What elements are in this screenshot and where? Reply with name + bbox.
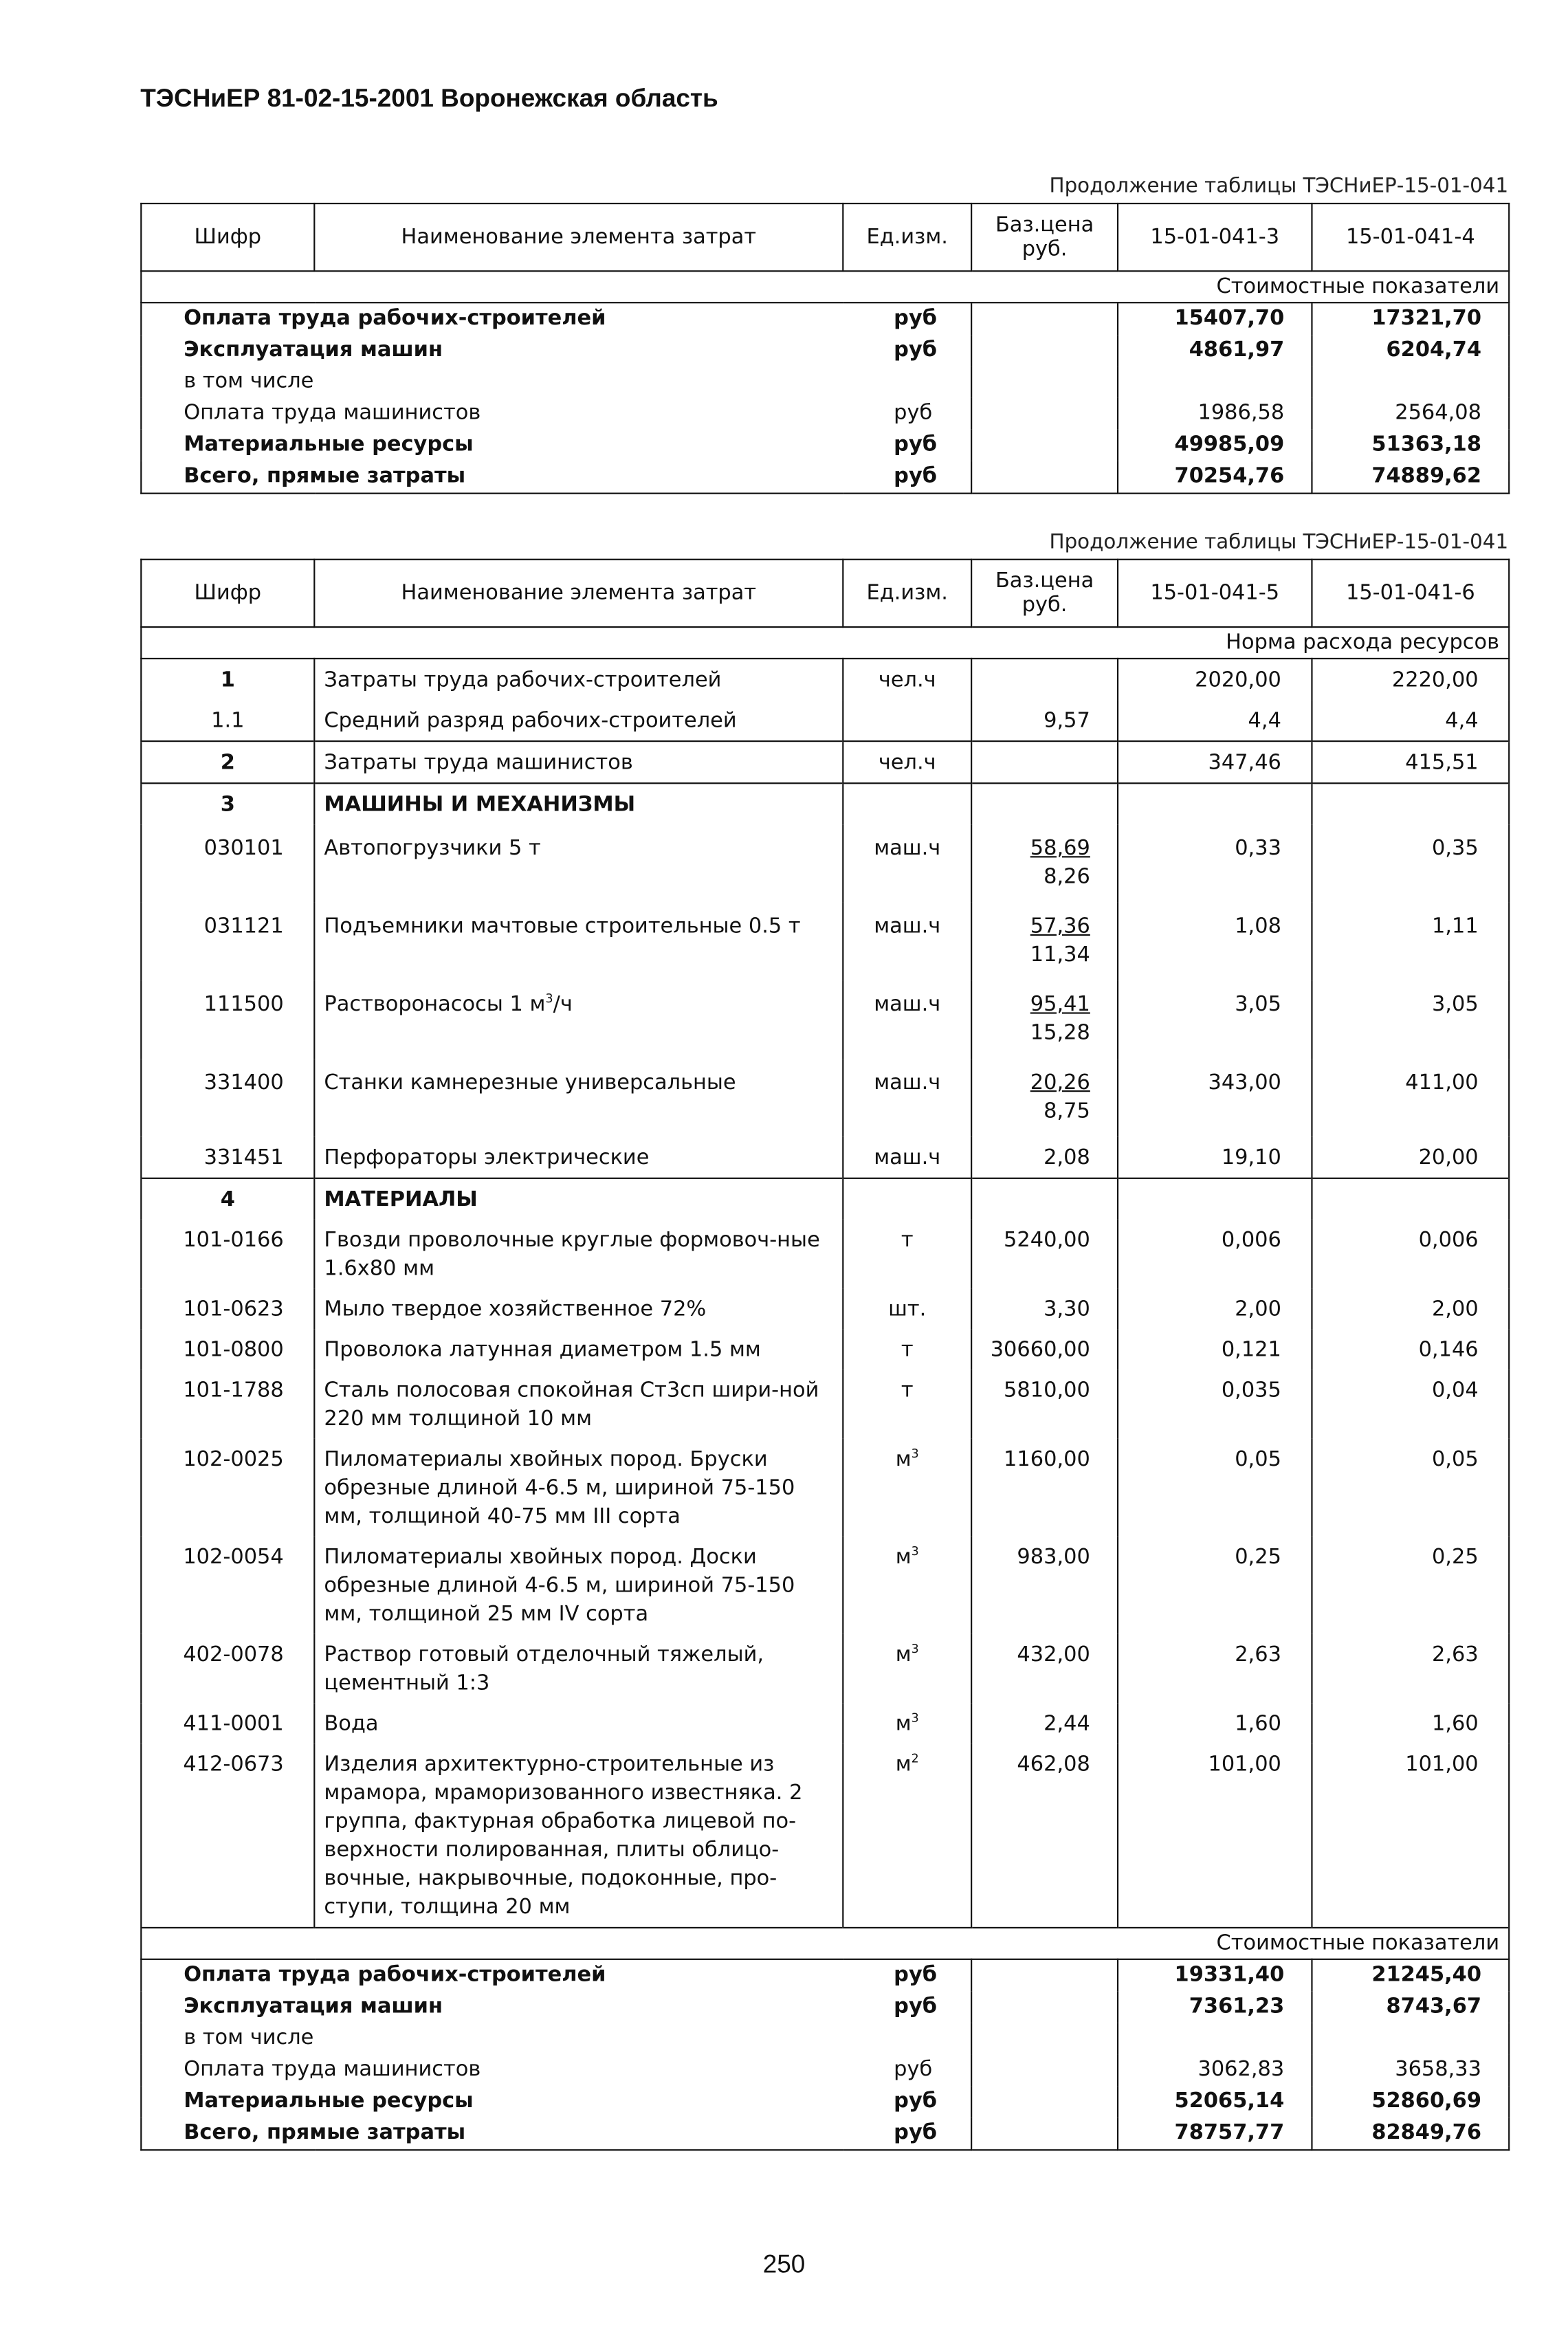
resource-name <box>314 1220 843 1288</box>
resource-unit <box>843 1329 971 1370</box>
summary-base-price <box>971 2023 1118 2055</box>
summary-row <box>141 366 1509 398</box>
resource-value-2: 2,63 <box>1312 1634 1509 1703</box>
resource-value-1: 0,25 <box>1118 1537 1312 1634</box>
resource-name <box>314 1288 843 1329</box>
resource-row <box>141 903 1509 981</box>
resource-value-1: 2020,00 <box>1118 659 1312 700</box>
summary-value-2: 6204,74 <box>1312 335 1509 366</box>
col-header: Ед.изм. <box>843 560 971 627</box>
resource-name <box>314 1329 843 1370</box>
resource-unit <box>843 1288 971 1329</box>
resource-value-2 <box>1312 783 1509 824</box>
summary-row <box>141 2086 1509 2118</box>
resource-row <box>141 1744 1509 1928</box>
summary-row <box>141 430 1509 461</box>
resource-value-2: 0,006 <box>1312 1220 1509 1288</box>
resource-unit-text: чел.ч <box>878 668 936 693</box>
resource-row <box>141 1137 1509 1178</box>
summary-name: Эксплуатация машин <box>141 1992 843 2023</box>
resource-unit-text: м <box>895 1712 912 1737</box>
summary-value-1: 7361,23 <box>1118 1992 1312 2023</box>
summary-value-2 <box>1312 366 1509 398</box>
summary-value-2: 82849,76 <box>1312 2118 1509 2150</box>
resource-value-2: 411,00 <box>1312 1059 1509 1137</box>
summary-unit: руб <box>843 1992 971 2023</box>
resource-name-text: Перфораторы электрические <box>324 1145 650 1170</box>
resource-code: 111500 <box>141 981 314 1059</box>
resource-unit-text: маш.ч <box>874 1070 941 1095</box>
resource-code: 412-0673 <box>141 1744 314 1928</box>
resource-name <box>314 700 843 741</box>
summary-unit: руб <box>843 302 971 335</box>
resource-name-text: Подъемники мачтовые строительные 0.5 т <box>324 914 801 939</box>
resource-unit <box>843 1634 971 1703</box>
resource-name <box>314 903 843 981</box>
summary-unit: руб <box>843 430 971 461</box>
resource-base-price <box>971 824 1118 903</box>
resource-value-1: 343,00 <box>1118 1059 1312 1137</box>
resource-unit <box>843 783 971 824</box>
resource-base-price <box>971 1370 1118 1438</box>
price-value: 58,69 <box>1030 836 1090 861</box>
resource-code: 031121 <box>141 903 314 981</box>
summary-unit: руб <box>843 1959 971 1992</box>
section-label: Норма расхода ресурсов <box>141 627 1509 659</box>
resource-unit <box>843 1137 971 1178</box>
section-label: Стоимостные показатели <box>141 271 1509 302</box>
resource-name <box>314 1137 843 1178</box>
price-value: 462,08 <box>1017 1752 1090 1777</box>
resource-name-text: Пиломатериалы хвойных пород. Доски обрезные длиной 4-6.5 м, шириной 75-150 мм, толщиной 25 мм IV сорта <box>324 1545 795 1627</box>
col-header: Наименование элемента затрат <box>314 560 843 627</box>
resource-code: 102-0054 <box>141 1537 314 1634</box>
superscript: 2 <box>911 1751 919 1766</box>
price-value: 1160,00 <box>1004 1447 1090 1472</box>
resource-row <box>141 1439 1509 1537</box>
col-header: Баз.цена руб. <box>971 204 1118 271</box>
resource-base-price <box>971 741 1118 783</box>
resource-unit <box>843 824 971 903</box>
resource-value-2: 3,05 <box>1312 981 1509 1059</box>
resource-base-price <box>971 1703 1118 1744</box>
resource-unit <box>843 700 971 741</box>
resource-unit <box>843 981 971 1059</box>
resource-unit <box>843 1059 971 1137</box>
resource-row <box>141 1703 1509 1744</box>
summary-row <box>141 302 1509 335</box>
resource-unit-text: т <box>901 1378 914 1403</box>
resource-value-2: 101,00 <box>1312 1744 1509 1928</box>
price-value: 30660,00 <box>990 1338 1090 1363</box>
resource-unit <box>843 1220 971 1288</box>
resource-unit-text: т <box>901 1229 914 1253</box>
resource-row <box>141 1370 1509 1438</box>
summary-value-1: 78757,77 <box>1118 2118 1312 2150</box>
superscript: 3 <box>911 1642 919 1656</box>
resource-unit-text: чел.ч <box>878 751 936 776</box>
resource-base-price <box>971 1439 1118 1537</box>
summary-base-price <box>971 335 1118 366</box>
summary-name: Оплата труда машинистов <box>141 2055 843 2087</box>
summary-value-1: 70254,76 <box>1118 461 1312 494</box>
resource-value-1: 0,05 <box>1118 1439 1312 1537</box>
resource-value-2 <box>1312 1178 1509 1220</box>
resource-value-2: 0,146 <box>1312 1329 1509 1370</box>
resource-unit-text: маш.ч <box>874 836 941 861</box>
price-machinist-value: 8,26 <box>1044 865 1090 890</box>
price-value: 57,36 <box>1030 914 1090 939</box>
resource-value-2: 0,35 <box>1312 824 1509 903</box>
summary-base-price <box>971 302 1118 335</box>
table1-header-row <box>141 204 1509 271</box>
summary-value-1 <box>1118 2023 1312 2055</box>
resource-base-price <box>971 1137 1118 1178</box>
resource-value-1: 1,08 <box>1118 903 1312 981</box>
resource-code: 102-0025 <box>141 1439 314 1537</box>
superscript: 3 <box>911 1446 919 1461</box>
resource-base-price <box>971 1220 1118 1288</box>
summary-name: в том числе <box>141 366 843 398</box>
summary-base-price <box>971 430 1118 461</box>
resource-value-2: 2220,00 <box>1312 659 1509 700</box>
resource-unit <box>843 1178 971 1220</box>
resource-code: 1 <box>141 659 314 700</box>
resource-unit <box>843 741 971 783</box>
summary-name: Материальные ресурсы <box>141 430 843 461</box>
summary-value-1: 1986,58 <box>1118 398 1312 430</box>
resource-unit <box>843 1537 971 1634</box>
price-machinist-value: 15,28 <box>1030 1021 1090 1046</box>
resource-row <box>141 1634 1509 1703</box>
resource-name-text: Станки камнерезные универсальные <box>324 1070 736 1095</box>
resource-unit-text: шт. <box>888 1297 927 1322</box>
summary-name: в том числе <box>141 2023 843 2055</box>
resource-code: 331400 <box>141 1059 314 1137</box>
summary-base-price <box>971 461 1118 494</box>
resource-name <box>314 1703 843 1744</box>
resource-value-1: 2,63 <box>1118 1634 1312 1703</box>
resource-row <box>141 659 1509 700</box>
resource-name-text: Гвозди проволочные круглые формовоч-ные 1.6х80 мм <box>324 1229 820 1282</box>
summary-value-2: 8743,67 <box>1312 1992 1509 2023</box>
summary-value-1: 52065,14 <box>1118 2086 1312 2118</box>
resource-unit <box>843 1703 971 1744</box>
col-header: Баз.цена руб. <box>971 560 1118 627</box>
summary-row <box>141 2055 1509 2087</box>
resource-code: 101-0623 <box>141 1288 314 1329</box>
page-number: 250 <box>762 2250 806 2279</box>
resource-value-1: 19,10 <box>1118 1137 1312 1178</box>
resource-unit-text: маш.ч <box>874 1145 941 1170</box>
resource-code: 101-1788 <box>141 1370 314 1438</box>
summary-value-2 <box>1312 2023 1509 2055</box>
resource-name-text: Раствор готовый отделочный тяжелый, цементный 1:3 <box>324 1642 764 1696</box>
summary-name: Материальные ресурсы <box>141 2086 843 2118</box>
resource-name <box>314 1370 843 1438</box>
resource-name-tail: /ч <box>553 993 573 1017</box>
summary-unit <box>843 366 971 398</box>
resource-code: 1.1 <box>141 700 314 741</box>
resource-unit <box>843 903 971 981</box>
resource-name-text: Затраты труда машинистов <box>324 751 633 776</box>
col-header: Шифр <box>141 204 314 271</box>
resource-unit-text: маш.ч <box>874 993 941 1017</box>
resource-row <box>141 1537 1509 1634</box>
table1-continuation: Продолжение таблицы ТЭСНиЕР-15-01-041 <box>1049 174 1509 199</box>
resource-name <box>314 741 843 783</box>
summary-base-price <box>971 366 1118 398</box>
summary-value-2: 17321,70 <box>1312 302 1509 335</box>
resource-code: 101-0166 <box>141 1220 314 1288</box>
resource-unit-text: т <box>901 1338 914 1363</box>
resource-base-price <box>971 659 1118 700</box>
resource-unit <box>843 1439 971 1537</box>
price-value: 5240,00 <box>1004 1229 1090 1253</box>
resource-value-1: 347,46 <box>1118 741 1312 783</box>
resource-value-1: 0,33 <box>1118 824 1312 903</box>
resource-value-1: 3,05 <box>1118 981 1312 1059</box>
resource-base-price <box>971 1329 1118 1370</box>
resource-value-2: 0,05 <box>1312 1439 1509 1537</box>
table2-header-row <box>141 560 1509 627</box>
resource-name-text: Растворонасосы 1 м <box>324 993 546 1017</box>
resource-name <box>314 1178 843 1220</box>
summary-name: Эксплуатация машин <box>141 335 843 366</box>
resource-value-2: 20,00 <box>1312 1137 1509 1178</box>
summary-unit <box>843 2023 971 2055</box>
resource-name-text: Пиломатериалы хвойных пород. Бруски обрезные длиной 4-6.5 м, шириной 75-150 мм, толщиной 40-75 мм III сорта <box>324 1447 795 1529</box>
resource-name-text: Мыло твердое хозяйственное 72% <box>324 1297 707 1322</box>
resource-value-2: 1,11 <box>1312 903 1509 981</box>
resource-code: 402-0078 <box>141 1634 314 1703</box>
summary-row <box>141 1959 1509 1992</box>
document-header: ТЭСНиЕР 81-02-15-2001 Воронежская область <box>140 84 718 113</box>
summary-row <box>141 2118 1509 2150</box>
summary-value-1: 15407,70 <box>1118 302 1312 335</box>
resource-name <box>314 783 843 824</box>
resource-base-price <box>971 783 1118 824</box>
resource-name <box>314 1059 843 1137</box>
summary-unit: руб <box>843 2086 971 2118</box>
table2 <box>140 559 1510 2151</box>
summary-name: Оплата труда рабочих-строителей <box>141 1959 843 1992</box>
resource-base-price <box>971 1288 1118 1329</box>
resource-row <box>141 783 1509 824</box>
summary-base-price <box>971 2118 1118 2150</box>
summary-base-price <box>971 1959 1118 1992</box>
summary-base-price <box>971 398 1118 430</box>
resource-name-text: Сталь полосовая спокойная Ст3сп шири-ной 220 мм толщиной 10 мм <box>324 1378 819 1431</box>
resource-row <box>141 1220 1509 1288</box>
resource-unit <box>843 659 971 700</box>
summary-base-price <box>971 2086 1118 2118</box>
resource-base-price <box>971 1634 1118 1703</box>
resource-name-text: Проволока латунная диаметром 1.5 мм <box>324 1338 761 1363</box>
summary-value-2: 3658,33 <box>1312 2055 1509 2087</box>
summary-row <box>141 1992 1509 2023</box>
resource-value-1: 0,035 <box>1118 1370 1312 1438</box>
resource-unit-text: маш.ч <box>874 914 941 939</box>
resource-name <box>314 659 843 700</box>
col-header: 15-01-041-5 <box>1118 560 1312 627</box>
resource-value-1 <box>1118 1178 1312 1220</box>
resource-name-text: Средний разряд рабочих-строителей <box>324 709 737 734</box>
resource-name-text: Изделия архитектурно-строительные из мрамора, мраморизованного известняка. 2 группа, фактурная обработка лицевой по-верхности полированная, плиты облицо-вочные, накрывочные, подоконные, про-ступи, толщина 20 мм <box>324 1752 803 1920</box>
price-value: 95,41 <box>1030 993 1090 1017</box>
summary-unit: руб <box>843 398 971 430</box>
resource-name <box>314 1744 843 1928</box>
summary-name: Всего, прямые затраты <box>141 461 843 494</box>
resource-value-2: 1,60 <box>1312 1703 1509 1744</box>
resource-value-1: 2,00 <box>1118 1288 1312 1329</box>
resource-value-2: 2,00 <box>1312 1288 1509 1329</box>
summary-base-price <box>971 1992 1118 2023</box>
resource-unit-text: м <box>895 1642 912 1667</box>
resource-code: 030101 <box>141 824 314 903</box>
resource-name-text: МАТЕРИАЛЫ <box>324 1188 478 1212</box>
resource-unit-text: м <box>895 1545 912 1570</box>
price-machinist-value: 11,34 <box>1030 943 1090 967</box>
col-header: Ед.изм. <box>843 204 971 271</box>
resource-name-text: Вода <box>324 1712 379 1737</box>
price-value: 20,26 <box>1030 1070 1090 1095</box>
summary-row <box>141 461 1509 494</box>
resource-row <box>141 700 1509 741</box>
price-value: 3,30 <box>1044 1297 1090 1322</box>
price-value: 432,00 <box>1017 1642 1090 1667</box>
resource-code: 2 <box>141 741 314 783</box>
summary-unit: руб <box>843 2055 971 2087</box>
resource-row <box>141 824 1509 903</box>
resource-code: 3 <box>141 783 314 824</box>
summary-unit: руб <box>843 2118 971 2150</box>
summary-base-price <box>971 2055 1118 2087</box>
summary-value-1: 19331,40 <box>1118 1959 1312 1992</box>
resource-value-1: 101,00 <box>1118 1744 1312 1928</box>
summary-unit: руб <box>843 335 971 366</box>
resource-unit-text: м <box>895 1447 912 1472</box>
table2-section-row <box>141 627 1509 659</box>
resource-unit <box>843 1370 971 1438</box>
resource-base-price <box>971 1178 1118 1220</box>
summary-value-1: 49985,09 <box>1118 430 1312 461</box>
summary-value-2: 74889,62 <box>1312 461 1509 494</box>
resource-unit-text: м <box>895 1752 912 1777</box>
resource-value-2: 0,04 <box>1312 1370 1509 1438</box>
resource-value-1: 1,60 <box>1118 1703 1312 1744</box>
resource-value-1: 0,121 <box>1118 1329 1312 1370</box>
summary-value-2: 51363,18 <box>1312 430 1509 461</box>
resource-name <box>314 981 843 1059</box>
summary-value-1: 3062,83 <box>1118 2055 1312 2087</box>
col-header: Наименование элемента затрат <box>314 204 843 271</box>
col-header: Шифр <box>141 560 314 627</box>
superscript: 3 <box>911 1544 919 1559</box>
summary-row <box>141 398 1509 430</box>
resource-name-text: Автопогрузчики 5 т <box>324 836 541 861</box>
summary-name: Оплата труда рабочих-строителей <box>141 302 843 335</box>
table2-continuation: Продолжение таблицы ТЭСНиЕР-15-01-041 <box>1049 530 1509 555</box>
summary-unit: руб <box>843 461 971 494</box>
resource-base-price <box>971 700 1118 741</box>
price-value: 9,57 <box>1044 709 1090 734</box>
resource-code: 4 <box>141 1178 314 1220</box>
price-value: 2,44 <box>1044 1712 1090 1737</box>
col-header: 15-01-041-6 <box>1312 560 1509 627</box>
resource-name <box>314 1439 843 1537</box>
resource-base-price <box>971 981 1118 1059</box>
resource-row <box>141 1178 1509 1220</box>
resource-name-text: Затраты труда рабочих-строителей <box>324 668 722 693</box>
resource-row <box>141 1059 1509 1137</box>
table2-summary-section-row <box>141 1928 1509 1959</box>
summary-value-2: 2564,08 <box>1312 398 1509 430</box>
price-value: 5810,00 <box>1004 1378 1090 1403</box>
price-value: 2,08 <box>1044 1145 1090 1170</box>
price-machinist-value: 8,75 <box>1044 1099 1090 1124</box>
table1-section-row <box>141 271 1509 302</box>
resource-value-2: 0,25 <box>1312 1537 1509 1634</box>
resource-code: 101-0800 <box>141 1329 314 1370</box>
resource-row <box>141 1329 1509 1370</box>
resource-value-2: 4,4 <box>1312 700 1509 741</box>
summary-name: Всего, прямые затраты <box>141 2118 843 2150</box>
resource-base-price <box>971 1744 1118 1928</box>
resource-unit <box>843 1744 971 1928</box>
section-label: Стоимостные показатели <box>141 1928 1509 1959</box>
resource-name <box>314 1537 843 1634</box>
col-header: 15-01-041-4 <box>1312 204 1509 271</box>
summary-value-2: 21245,40 <box>1312 1959 1509 1992</box>
resource-base-price <box>971 903 1118 981</box>
summary-row <box>141 2023 1509 2055</box>
summary-value-1: 4861,97 <box>1118 335 1312 366</box>
resource-code: 331451 <box>141 1137 314 1178</box>
resource-name <box>314 1634 843 1703</box>
resource-row <box>141 981 1509 1059</box>
summary-row <box>141 335 1509 366</box>
resource-row <box>141 741 1509 783</box>
price-value: 983,00 <box>1017 1545 1090 1570</box>
summary-value-1 <box>1118 366 1312 398</box>
resource-name-text: МАШИНЫ И МЕХАНИЗМЫ <box>324 793 636 817</box>
resource-value-2: 415,51 <box>1312 741 1509 783</box>
col-header: 15-01-041-3 <box>1118 204 1312 271</box>
resource-row <box>141 1288 1509 1329</box>
resource-base-price <box>971 1059 1118 1137</box>
summary-value-2: 52860,69 <box>1312 2086 1509 2118</box>
superscript: 3 <box>911 1711 919 1725</box>
resource-name <box>314 824 843 903</box>
resource-code: 411-0001 <box>141 1703 314 1744</box>
resource-value-1: 0,006 <box>1118 1220 1312 1288</box>
resource-value-1 <box>1118 783 1312 824</box>
summary-name: Оплата труда машинистов <box>141 398 843 430</box>
superscript: 3 <box>545 991 553 1006</box>
table1 <box>140 203 1510 494</box>
resource-value-1: 4,4 <box>1118 700 1312 741</box>
resource-base-price <box>971 1537 1118 1634</box>
